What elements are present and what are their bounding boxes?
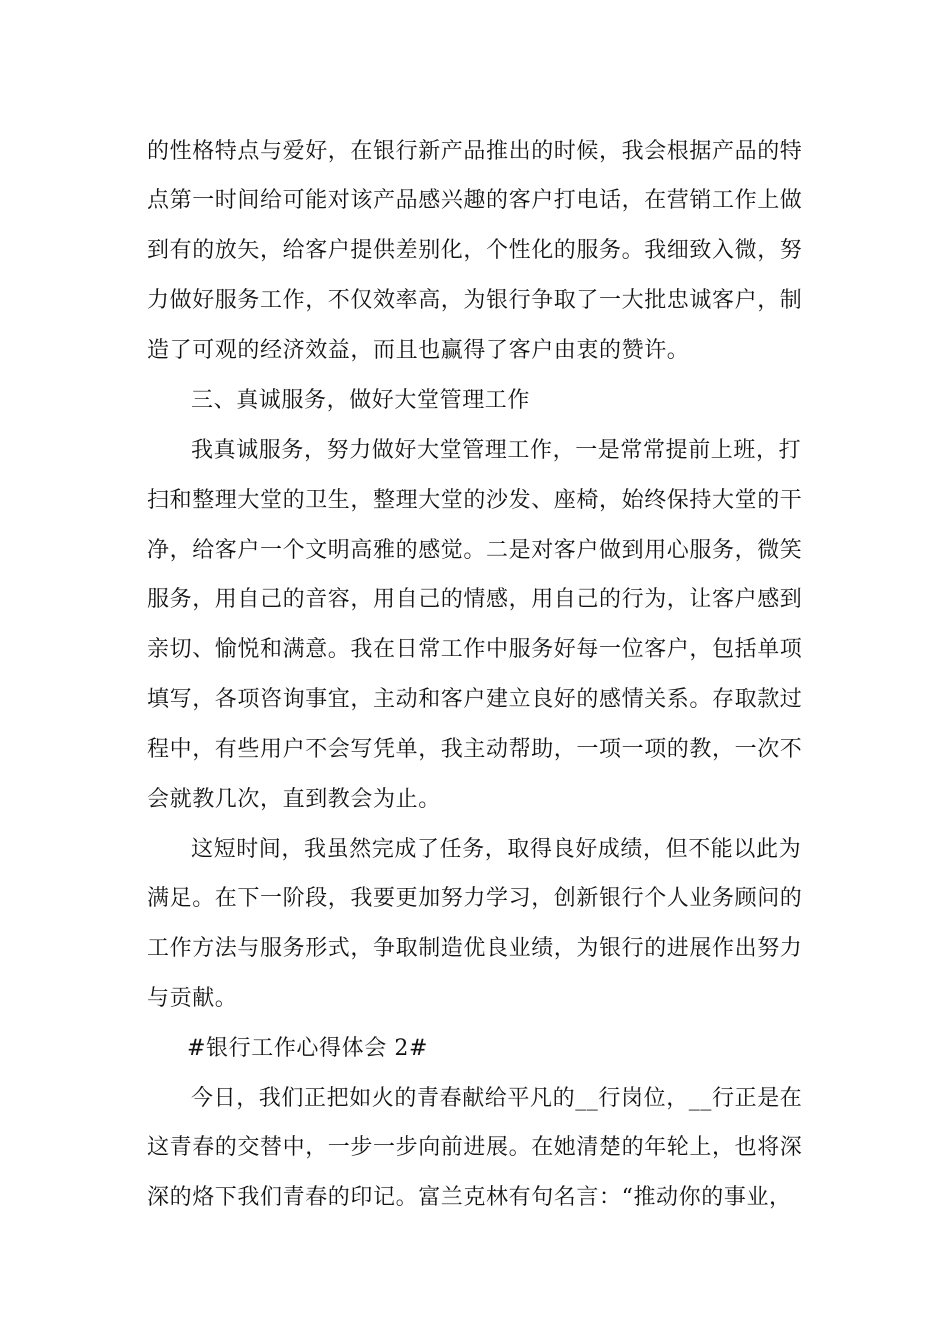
text-line: 程中，有些用户不会写凭单，我主动帮助，一项一项的教，一次不 [147,737,803,762]
text-line: 扫和整理大堂的卫生，整理大堂的沙发、座椅，始终保持大堂的干 [147,488,803,513]
text-line: 到有的放矢，给客户提供差别化，个性化的服务。我细致入微，努 [147,238,803,263]
text-line: 这短时间，我虽然完成了任务，取得良好成绩，但不能以此为 [191,837,802,862]
text-line: 我真诚服务，努力做好大堂管理工作，一是常常提前上班，打 [191,438,802,463]
section-heading: #银行工作心得体会 2# [187,1036,429,1061]
text-line: 与贡献。 [147,986,238,1011]
text-line: 满足。在下一阶段，我要更加努力学习，创新银行个人业务顾问的 [147,886,803,911]
text-line: 会就教几次，直到教会为止。 [147,787,441,812]
text-line: 这青春的交替中，一步一步向前进展。在她清楚的年轮上，也将深 [147,1135,803,1160]
text-line: 今日，我们正把如火的青春献给平凡的__行岗位，__行正是在 [191,1086,803,1111]
text-line: 深的烙下我们青春的印记。富兰克林有句名言：“推动你的事业， [147,1185,792,1210]
text-line: 的性格特点与爱好，在银行新产品推出的时候，我会根据产品的特 [147,139,803,164]
text-line: 造了可观的经济效益，而且也赢得了客户由衷的赞许。 [147,338,690,363]
text-line: 力做好服务工作，不仅效率高，为银行争取了一大批忠诚客户，制 [147,288,803,313]
text-line: 服务，用自己的音容，用自己的情感，用自己的行为，让客户感到 [147,587,803,612]
text-line: 点第一时间给可能对该产品感兴趣的客户打电话，在营销工作上做 [147,188,803,213]
text-line: 净，给客户一个文明高雅的感觉。二是对客户做到用心服务，微笑 [147,538,803,563]
section-heading: 三、真诚服务，做好大堂管理工作 [191,388,531,413]
text-line: 填写，各项咨询事宜，主动和客户建立良好的感情关系。存取款过 [147,687,803,712]
text-line: 工作方法与服务形式，争取制造优良业绩，为银行的进展作出努力 [147,936,803,961]
text-line: 亲切、愉悦和满意。我在日常工作中服务好每一位客户，包括单项 [147,637,803,662]
